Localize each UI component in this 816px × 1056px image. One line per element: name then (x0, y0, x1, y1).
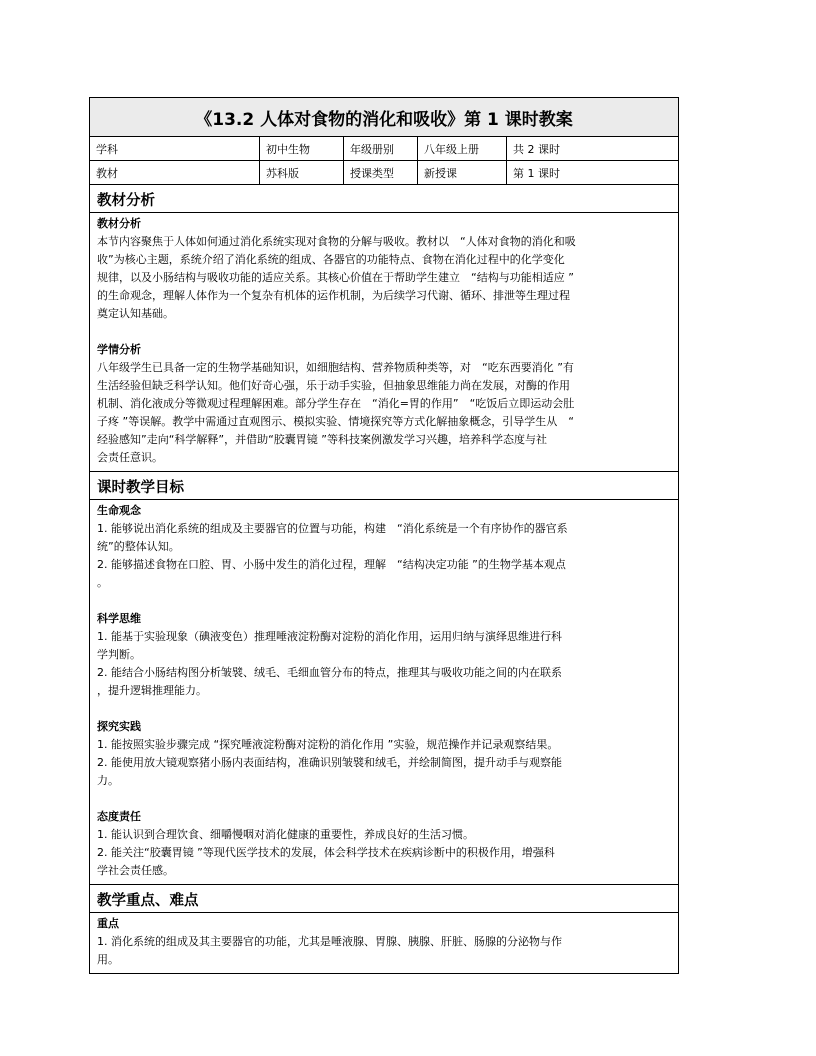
info-value-lesson-type: 新授课 (418, 161, 507, 184)
info-label-grade: 年级册别 (344, 137, 418, 160)
info-value-grade: 八年级上册 (418, 137, 507, 160)
text-line: 奠定认知基础。 (97, 307, 174, 320)
subheading-life-concept: 生命观念 (97, 504, 141, 517)
text-line: 生活经验但缺乏科学认知。他们好奇心强，乐于动手实验，但抽象思维能力尚在发展，对酶的作用 (97, 379, 570, 392)
info-label-textbook: 教材 (90, 161, 260, 184)
text-line: 会责任意识。 (97, 451, 163, 464)
section-heading-goals: 课时教学目标 (90, 472, 678, 500)
info-value-subject: 初中生物 (260, 137, 344, 160)
document-title: 《13.2 人体对食物的消化和吸收》第 1 课时教案 (90, 98, 678, 137)
info-row-textbook (90, 161, 678, 185)
text-line: 用。 (97, 953, 119, 966)
text-line: 的生命观念，理解人体作为一个复杂有机体的运作机制，为后续学习代谢、循环、排泄等生理过程 (97, 289, 570, 302)
subheading-scientific-thinking: 科学思维 (97, 612, 141, 625)
text-line: 本节内容聚焦于人体如何通过消化系统实现对食物的分解与吸收。教材以 “人体对食物的消化和吸 (97, 235, 576, 248)
paragraph-student-analysis (97, 359, 671, 467)
info-value-textbook: 苏科版 (260, 161, 344, 184)
text-line: 2. 能关注“胶囊胃镜 ”等现代医学技术的发展，体会科学技术在疾病诊断中的积极作用，增强科 (97, 846, 555, 859)
text-line: 机制、消化液成分等微观过程理解困难。部分学生存在 “消化=胃的作用” “吃饭后立即运动会肚 (97, 397, 575, 410)
text-line: 。 (97, 576, 108, 589)
text-line: 经验感知”走向“科学解释”，并借助“胶囊胃镜 ”等科技案例激发学习兴趣，培养科学态度与社 (97, 433, 547, 446)
text-line: 2. 能使用放大镜观察猪小肠内表面结构，准确识别皱襞和绒毛，并绘制简图，提升动手与观察能 (97, 756, 562, 769)
info-row-subject (90, 137, 678, 161)
text-line: 力。 (97, 774, 119, 787)
subheading-attitude-responsibility: 态度责任 (97, 810, 141, 823)
text-line: 2. 能结合小肠结构图分析皱襞、绒毛、毛细血管分布的特点，推理其与吸收功能之间的内在联系 (97, 666, 562, 679)
text-line: 学社会责任感。 (97, 864, 174, 877)
section-body-keypoints (90, 913, 678, 973)
text-line: 子疼 ”等误解。教学中需通过直观图示、模拟实验、情境探究等方式化解抽象概念，引导学生从 “ (97, 415, 574, 428)
text-line: 1. 能够说出消化系统的组成及主要器官的位置与功能，构建 “消化系统是一个有序协作的器官系 (97, 522, 568, 535)
lesson-plan-table (89, 97, 679, 974)
subheading-key-point: 重点 (97, 917, 119, 930)
text-line: 1. 能基于实验现象（碘液变色）推理唾液淀粉酶对淀粉的消化作用，运用归纳与演绎思维进行科 (97, 630, 562, 643)
subheading-student-analysis: 学情分析 (97, 343, 141, 356)
info-total-periods: 共 2 课时 (513, 142, 560, 156)
text-line: 学判断。 (97, 648, 141, 661)
text-line: 2. 能够描述食物在口腔、胃、小肠中发生的消化过程，理解 “结构决定功能 ”的生物学基本观点 (97, 558, 566, 571)
text-line: 统”的整体认知。 (97, 540, 180, 553)
text-line: 收”为核心主题，系统介绍了消化系统的组成、各器官的功能特点、食物在消化过程中的化学变化 (97, 253, 565, 266)
section-heading-analysis: 教材分析 (90, 185, 678, 213)
paragraph-textbook-analysis (97, 233, 671, 323)
text-line: 八年级学生已具备一定的生物学基础知识，如细胞结构、营养物质种类等，对 “吃东西要消化 ”有 (97, 361, 574, 374)
section-body-goals (90, 500, 678, 885)
text-line: 1. 消化系统的组成及其主要器官的功能，尤其是唾液腺、胃腺、胰腺、肝脏、肠腺的分泌物与作 (97, 935, 562, 948)
text-line: 1. 能认识到合理饮食、细嚼慢咽对消化健康的重要性，养成良好的生活习惯。 (97, 828, 474, 841)
info-label-subject: 学科 (90, 137, 260, 160)
subheading-inquiry-practice: 探究实践 (97, 720, 141, 733)
text-line: 1. 能按照实验步骤完成 “探究唾液淀粉酶对淀粉的消化作用 ”实验，规范操作并记录观察结果。 (97, 738, 559, 751)
info-label-lesson-type: 授课类型 (344, 161, 418, 184)
text-line: 规律，以及小肠结构与吸收功能的适应关系。其核心价值在于帮助学生建立 “结构与功能相适应 ” (97, 271, 574, 284)
section-body-analysis (90, 213, 678, 472)
info-current-period: 第 1 课时 (513, 166, 560, 180)
subheading-textbook-analysis: 教材分析 (97, 217, 141, 230)
text-line: ，提升逻辑推理能力。 (97, 684, 207, 697)
section-heading-keypoints: 教学重点、难点 (90, 885, 678, 913)
